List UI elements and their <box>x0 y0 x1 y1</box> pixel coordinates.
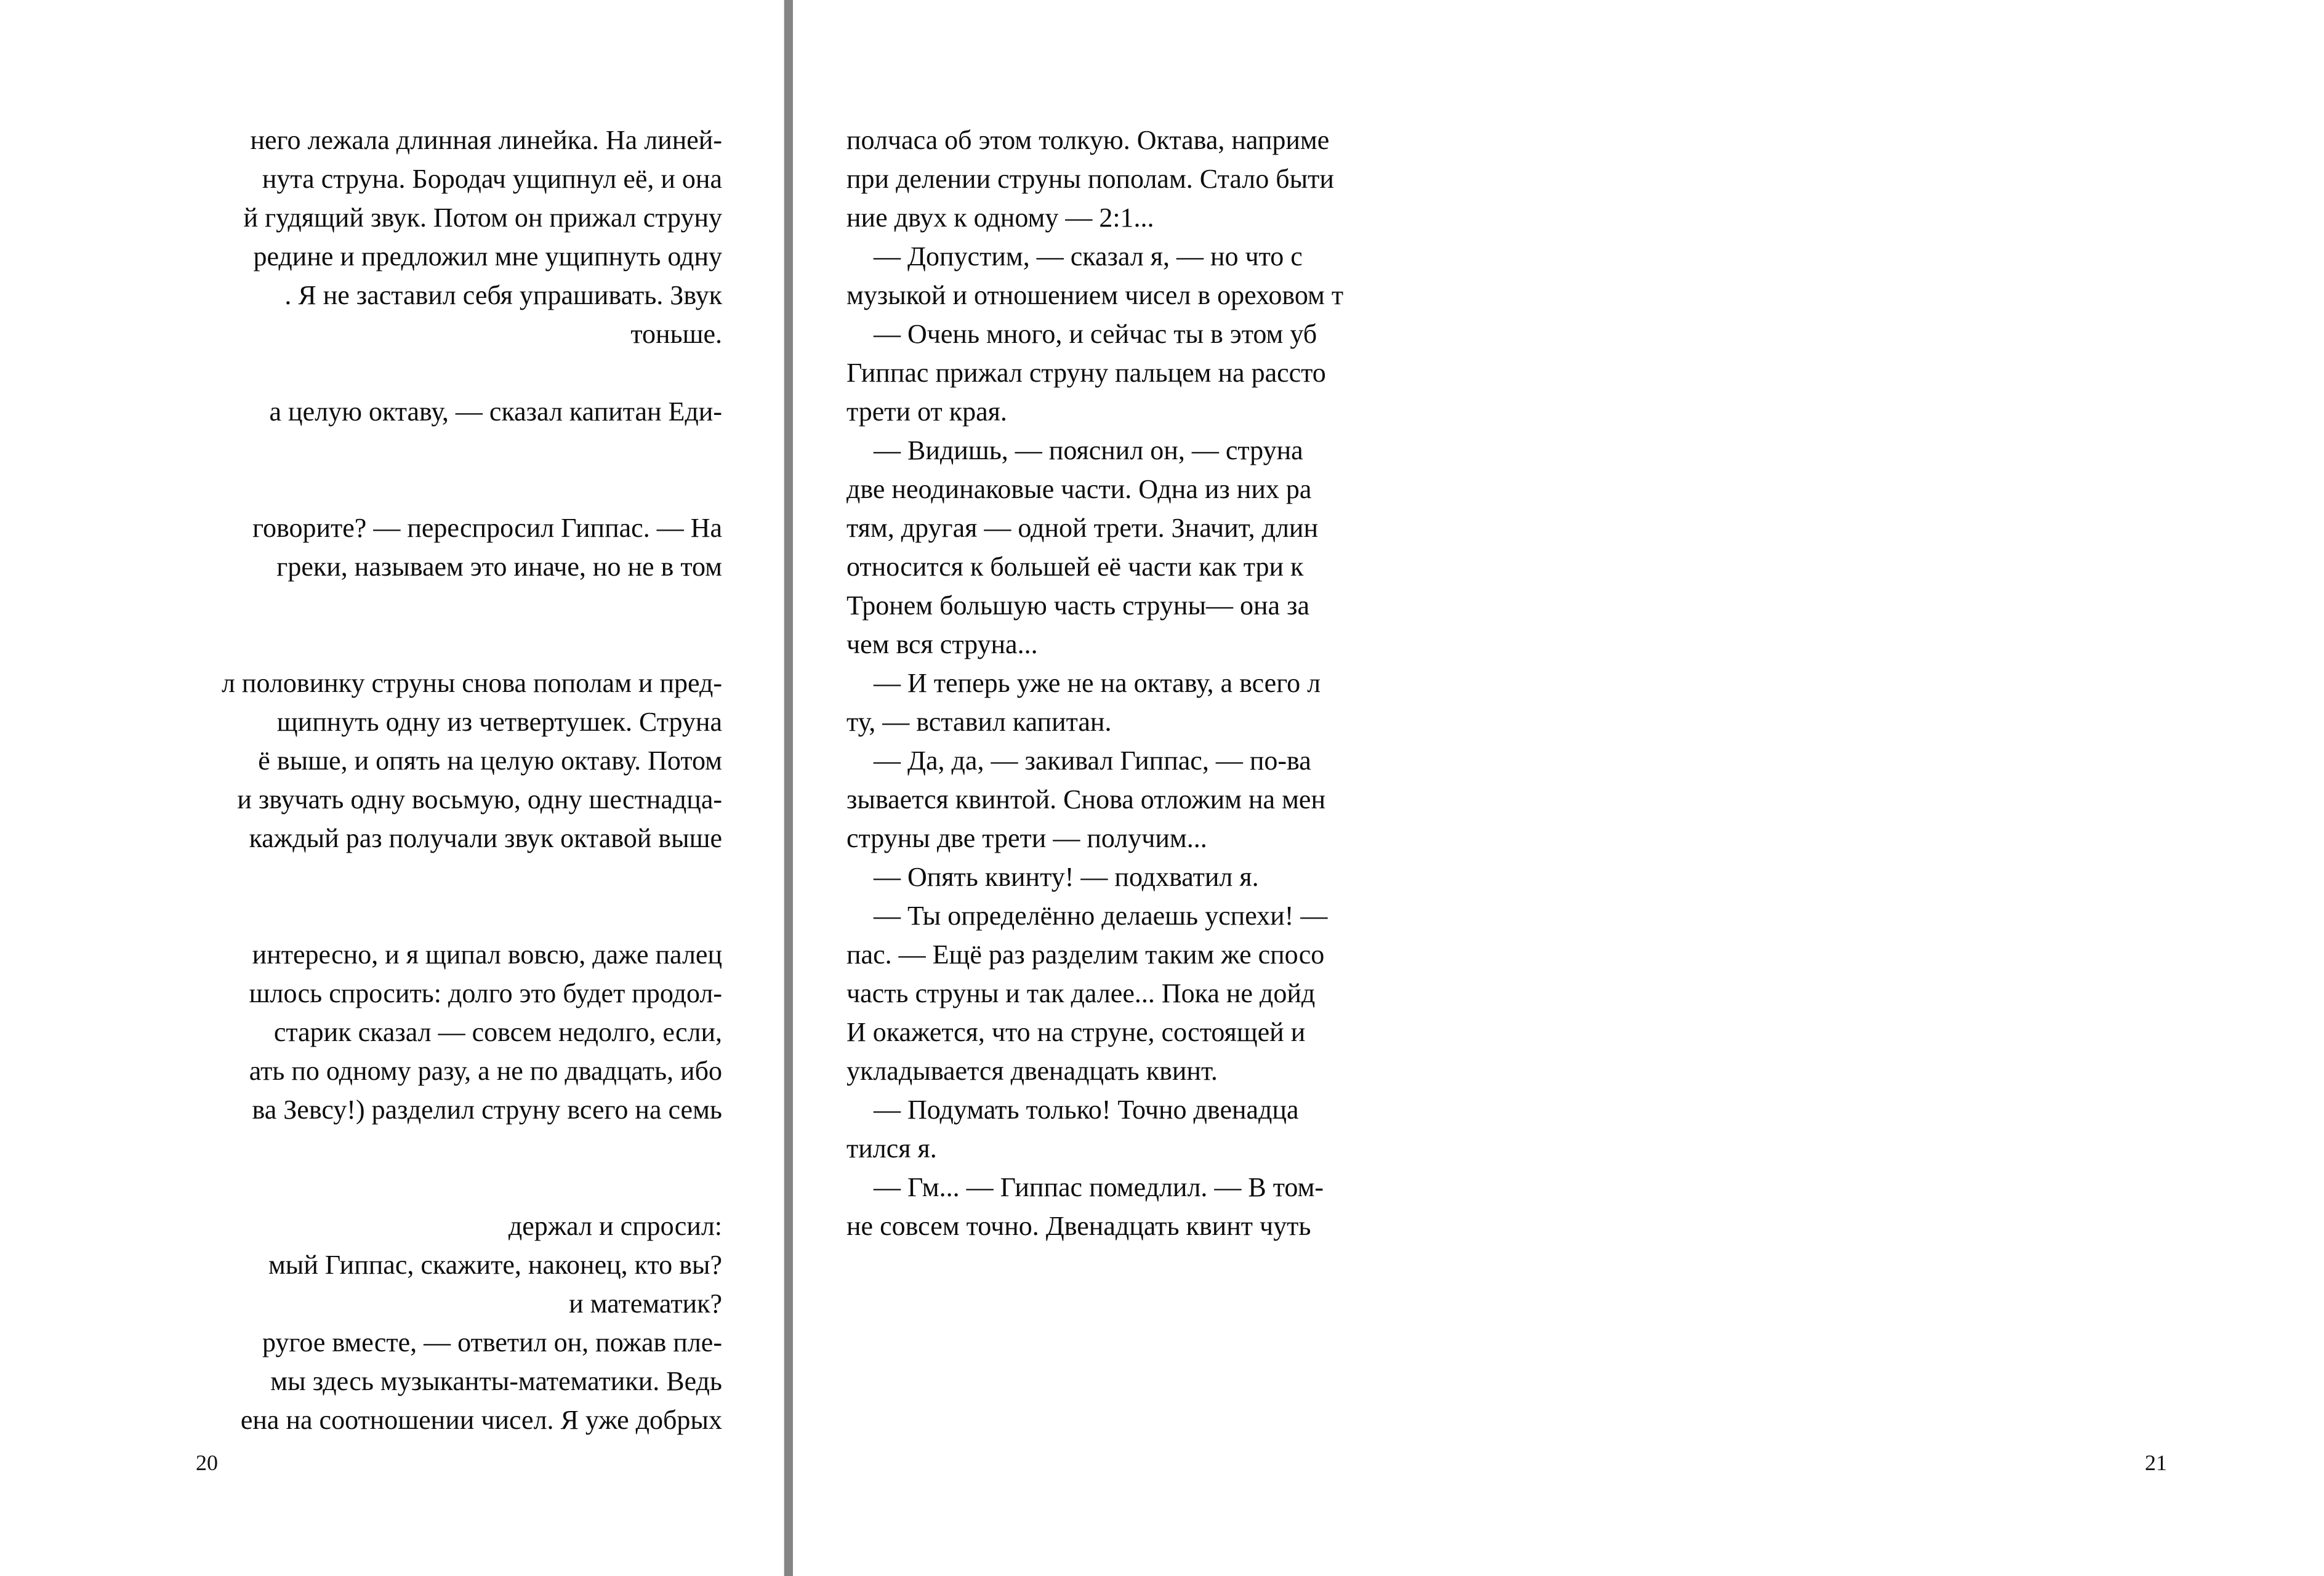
text-line: зывается квинтой. Снова отложим на мен <box>846 784 1325 814</box>
text-line: каждый раз получали звук октавой выше <box>249 823 722 853</box>
text-line: пас. — Ещё раз разделим таким же спосо <box>846 939 1325 970</box>
left-page <box>0 0 784 1576</box>
text-line: и звучать одну восьмую, одну шестнадца- <box>237 784 722 814</box>
right-page <box>793 0 2167 1576</box>
text-line: ругое вместе, — ответил он, пожав пле- <box>262 1327 722 1357</box>
text-line: — Очень много, и сейчас ты в этом уб <box>846 319 1317 349</box>
text-line <box>0 431 722 470</box>
text-line: греки, называем это иначе, но не в том <box>276 552 722 582</box>
text-line <box>0 896 722 935</box>
right-page-text-block <box>846 121 2324 1245</box>
text-line <box>0 1168 722 1207</box>
text-line: щипнуть одну из четвертушек. Струна <box>276 707 722 737</box>
text-line: мы здесь музыканты-математики. Ведь <box>270 1366 722 1396</box>
text-line: чем вся струна... <box>846 629 1038 659</box>
left-page-text-block <box>0 121 722 1439</box>
text-line: нута струна. Бородач ущипнул её, и она <box>262 164 722 194</box>
text-line: не совсем точно. Двенадцать квинт чуть <box>846 1211 1311 1241</box>
text-line: — Подумать только! Точно двенадца <box>846 1095 1299 1125</box>
text-line: две неодинаковые части. Одна из них ра <box>846 474 1312 504</box>
text-line: часть струны и так далее... Пока не дойд <box>846 978 1316 1008</box>
text-line: ё выше, и опять на целую октаву. Потом <box>258 746 722 776</box>
text-line: редине и предложил мне ущипнуть одну <box>253 241 722 271</box>
text-line: а целую октаву, — сказал капитан Еди- <box>269 396 722 427</box>
text-line: ние двух к одному — 2:1... <box>846 203 1154 233</box>
text-line: него лежала длинная линейка. На линей- <box>250 125 722 155</box>
text-line: ать по одному разу, а не по двадцать, ибо <box>249 1056 722 1086</box>
text-line: интересно, и я щипал вовсю, даже палец <box>252 939 722 970</box>
text-line: тился я. <box>846 1133 937 1164</box>
text-line: при делении струны пополам. Стало быти <box>846 164 1334 194</box>
text-line: — Ты определённо делаешь успехи! — <box>846 901 1328 931</box>
text-line: струны две трети — получим... <box>846 823 1207 853</box>
text-line <box>0 353 722 392</box>
text-line: тям, другая — одной трети. Значит, длин <box>846 513 1319 543</box>
text-line: трети от края. <box>846 396 1007 427</box>
text-line: — Допустим, — сказал я, — но что с <box>846 241 1303 271</box>
text-line: — Гм... — Гиппас помедлил. — В том- <box>846 1172 1324 1202</box>
text-line <box>0 1129 722 1168</box>
left-page-number: 20 <box>196 1450 218 1475</box>
text-line: относится к большей её части как три к <box>846 552 1304 582</box>
text-line: шлось спросить: долго это будет продол- <box>249 978 722 1008</box>
text-line <box>0 470 722 509</box>
text-line: полчаса об этом толкую. Октава, наприме <box>846 125 1330 155</box>
text-line: . Я не заставил себя упрашивать. Звук <box>284 280 722 310</box>
text-line: — Видишь, — пояснил он, — струна <box>846 435 1303 465</box>
text-line: Тронем большую часть струны— она за <box>846 590 1309 621</box>
text-line: старик сказал — совсем недолго, если, <box>273 1017 722 1047</box>
text-line: й гудящий звук. Потом он прижал струну <box>243 203 722 233</box>
book-gutter-divider <box>784 0 793 1576</box>
text-line: И окажется, что на струне, состоящей и <box>846 1017 1306 1047</box>
text-line: говорите? — переспросил Гиппас. — На <box>252 513 722 543</box>
text-line: ва Зевсу!) разделил струну всего на семь <box>252 1095 722 1125</box>
text-line: — И теперь уже не на октаву, а всего л <box>846 668 1321 698</box>
text-line: и математик? <box>569 1289 722 1319</box>
text-line: мый Гиппас, скажите, наконец, кто вы? <box>268 1250 722 1280</box>
text-line <box>0 625 722 664</box>
text-line: ена на соотношении чисел. Я уже добрых <box>240 1405 722 1435</box>
text-line: — Да, да, — закивал Гиппас, — по-ва <box>846 746 1311 776</box>
text-line: — Опять квинту! — подхватил я. <box>846 862 1259 892</box>
text-line: музыкой и отношением чисел в ореховом т <box>846 280 1344 310</box>
text-line: укладывается двенадцать квинт. <box>846 1056 1218 1086</box>
text-line: л половинку струны снова пополам и пред- <box>221 668 722 698</box>
text-line <box>0 586 722 625</box>
text-line <box>0 858 722 896</box>
text-line: держал и спросил: <box>508 1211 722 1241</box>
text-line: ту, — вставил капитан. <box>846 707 1112 737</box>
text-line: Гиппас прижал струну пальцем на рассто <box>846 358 1326 388</box>
text-line: тоньше. <box>630 319 722 349</box>
right-page-number: 21 <box>2145 1450 2167 1475</box>
